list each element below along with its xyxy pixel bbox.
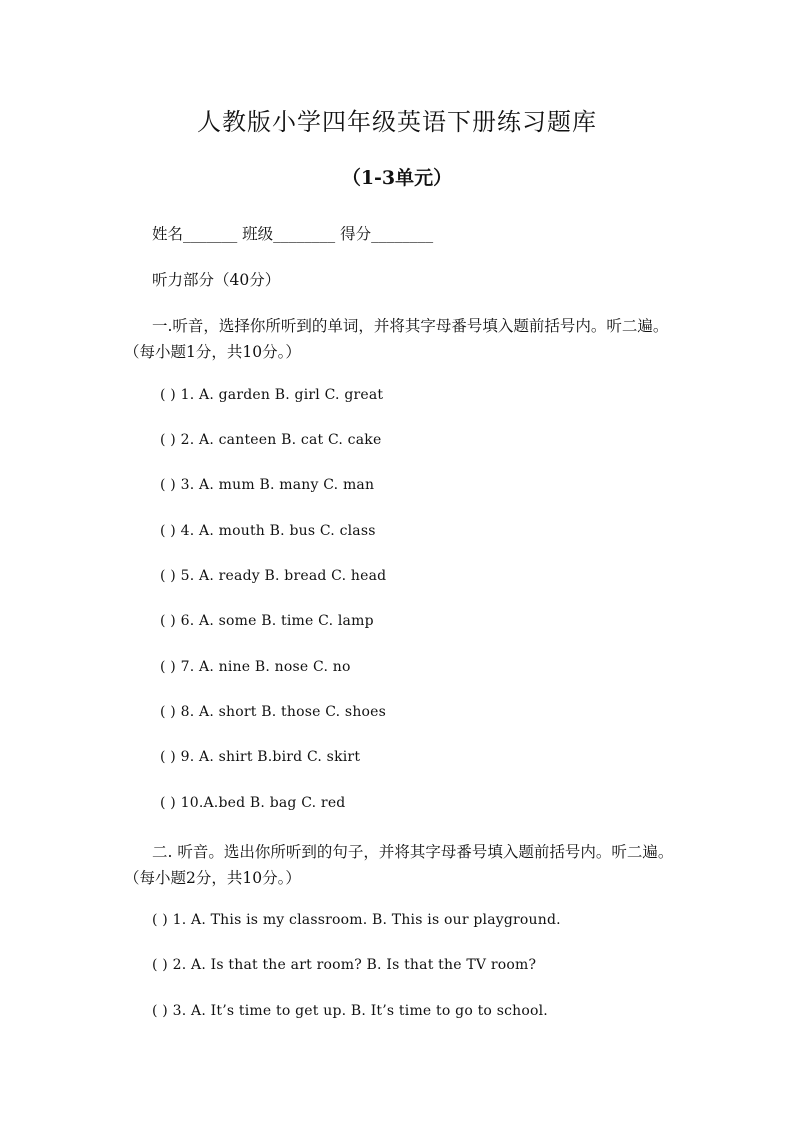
section2-item-1: ( ) 1. A. This is my classroom. B. This is our playground. [152, 912, 561, 928]
section2-instruction: 二. 听音。选出你所听到的句子，并将其字母番号填入题前括号内。听二遍。 [152, 843, 674, 861]
section1-instruction: 一.听音，选择你所听到的单词，并将其字母番号填入题前括号内。听二遍。 [152, 317, 669, 335]
section1-item-3: ( ) 3. A. mum B. many C. man [160, 477, 375, 493]
section1-item-10: ( ) 10.A.bed B. bag C. red [160, 795, 346, 811]
section1-item-9: ( ) 9. A. shirt B.bird C. skirt [160, 749, 361, 765]
section2-item-2: ( ) 2. A. Is that the art room? B. Is that the TV room? [152, 957, 537, 973]
section1-item-2: ( ) 2. A. canteen B. cat C. cake [160, 432, 382, 448]
page-title: 人教版小学四年级英语下册练习题库 [197, 108, 597, 136]
page-subtitle: （1-3单元） [341, 167, 453, 189]
section1-item-7: ( ) 7. A. nine B. nose C. no [160, 659, 351, 675]
listening-header: 听力部分（40分） [152, 271, 281, 289]
section2-item-3: ( ) 3. A. It’s time to get up. B. It’s time to go to school. [152, 1003, 548, 1019]
section1-item-8: ( ) 8. A. short B. those C. shoes [160, 704, 387, 720]
student-info-line: 姓名_______ 班级________ 得分________ [152, 225, 434, 243]
section1-item-5: ( ) 5. A. ready B. bread C. head [160, 568, 387, 584]
section1-item-6: ( ) 6. A. some B. time C. lamp [160, 613, 374, 629]
section1-item-1: ( ) 1. A. garden B. girl C. great [160, 387, 384, 403]
section1-points: （每小题1分，共10分。） [124, 343, 301, 361]
section1-item-4: ( ) 4. A. mouth B. bus C. class [160, 523, 376, 539]
section2-points: （每小题2分，共10分。） [124, 869, 301, 887]
